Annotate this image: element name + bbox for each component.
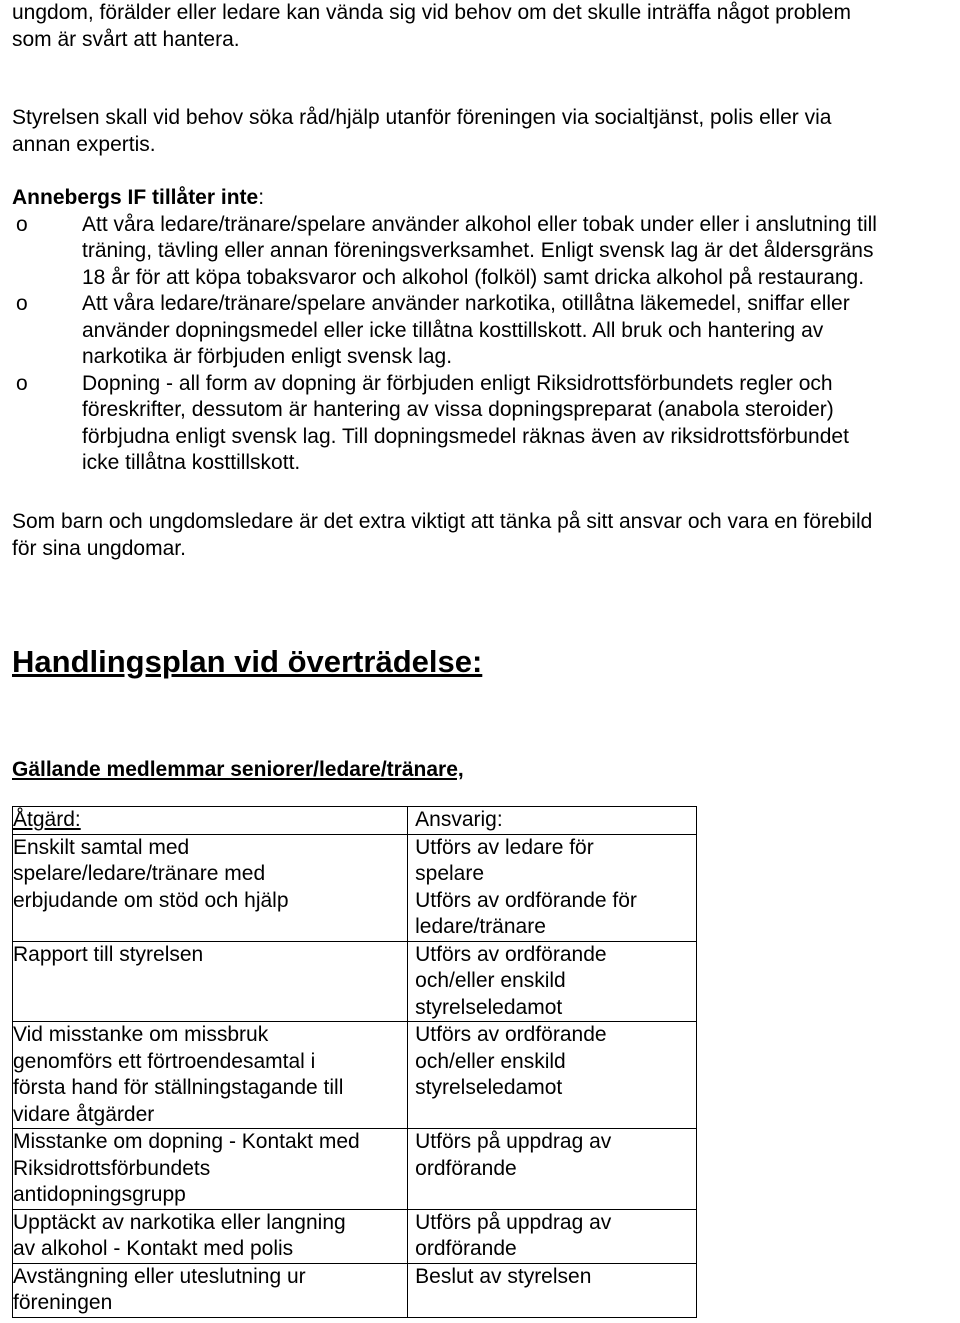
table-row (13, 1022, 697, 1129)
text-line: ungdom, förälder eller ledare kan vända sig vid behov om det skulle inträffa något problem (12, 1, 851, 24)
list-item (12, 212, 956, 292)
plan-subtitle: Gällande medlemmar seniorer/ledare/tränare, (12, 758, 464, 781)
cell-text-line: styrelseledamot (415, 995, 563, 1019)
responsible-cell (408, 1263, 697, 1317)
action-plan-table (12, 806, 697, 1318)
cell-text-line: antidopningsgrupp (13, 1183, 186, 1206)
bullet-marker: o (16, 292, 28, 315)
cell-text-line: föreningen (13, 1291, 113, 1314)
table-row (13, 1263, 697, 1317)
table-row (13, 834, 697, 941)
cell-text-line: Utförs av ledare för (415, 835, 594, 859)
cell-text-line: Utförs av ordförande (415, 1023, 607, 1046)
bullet-marker: o (16, 371, 28, 395)
cell-text-line: Utförs av ordförande för (415, 888, 637, 912)
cell-text-line: Vid misstanke om missbruk (13, 1023, 269, 1046)
action-cell (13, 834, 408, 941)
cell-text-line: Utförs på uppdrag av (415, 1130, 612, 1153)
header-label: Åtgärd: (13, 808, 81, 831)
text-line: träning, tävling eller annan föreningsverksamhet. Enligt svensk lag är det åldersgräns (82, 239, 874, 262)
text-line: föreskrifter, dessutom är hantering av vissa dopningspreparat (anabola steroider) (82, 398, 834, 421)
text-line: Att våra ledare/tränare/spelare använder narkotika, otillåtna läkemedel, sniffar eller (82, 292, 850, 315)
rules-heading (12, 185, 956, 212)
text-line: som är svårt att hantera. (12, 27, 240, 51)
responsible-cell (408, 834, 697, 941)
table-body (13, 834, 697, 1317)
cell-text-line: ordförande (415, 1237, 517, 1260)
header-label: Ansvarig: (415, 808, 503, 831)
table-row (13, 1209, 697, 1263)
cell-text-line: spelare/ledare/tränare med (13, 862, 266, 885)
action-cell (13, 941, 408, 1022)
cell-text-line: genomförs ett förtroendesamtal i (13, 1049, 316, 1073)
cell-text-line: Avstängning eller uteslutning ur (13, 1264, 306, 1288)
cell-text-line: av alkohol - Kontakt med polis (13, 1237, 294, 1260)
text-line: annan expertis. (12, 132, 156, 156)
cell-text-line: första hand för ställningstagande till (13, 1076, 344, 1099)
plan-title: Handlingsplan vid överträdelse: (12, 644, 483, 679)
cell-text-line: vidare åtgärder (13, 1102, 155, 1126)
rules-heading-text: Annebergs IF tillåter inte (12, 186, 259, 209)
responsible-cell (408, 941, 697, 1022)
responsible-cell (408, 1129, 697, 1210)
cell-text-line: ordförande (415, 1156, 517, 1180)
action-cell (13, 1209, 408, 1263)
cell-text-line: ledare/tränare (415, 915, 546, 938)
text-line: använder dopningsmedel eller icke tillåtna kosttillskott. All bruk och hantering av (82, 318, 824, 342)
text-line: Som barn och ungdomsledare är det extra viktigt att tänka på sitt ansvar och vara en förebild (12, 510, 873, 533)
action-cell (13, 1022, 408, 1129)
cell-text-line: Beslut av styrelsen (415, 1264, 592, 1288)
text-line: 18 år för att köpa tobaksvaror och alkohol (folköl) samt dricka alkohol på restaurang. (82, 265, 865, 289)
cell-text-line: Rapport till styrelsen (13, 942, 204, 966)
rules-heading-colon: : (258, 186, 265, 209)
bullet-marker: o (16, 212, 28, 236)
cell-text-line: Misstanke om dopning - Kontakt med (13, 1130, 360, 1153)
cell-text-line: Utförs på uppdrag av (415, 1210, 612, 1234)
intro-paragraph-2 (12, 105, 831, 158)
cell-text-line: Riksidrottsförbundets (13, 1156, 211, 1180)
table-row (13, 1129, 697, 1210)
text-line: narkotika är förbjuden enligt svensk lag. (82, 345, 453, 368)
intro-paragraph-1 (12, 0, 851, 53)
text-line: för sina ungdomar. (12, 536, 186, 560)
cell-text-line: Enskilt samtal med (13, 835, 190, 859)
text-line: Styrelsen skall vid behov söka råd/hjälp utanför föreningen via socialtjänst, polis eller via (12, 106, 832, 129)
column-header-action (13, 807, 408, 835)
list-item (12, 371, 956, 477)
role-model-paragraph (12, 509, 872, 562)
column-header-responsible (408, 807, 697, 835)
cell-text-line: erbjudande om stöd och hjälp (13, 888, 289, 912)
text-line: icke tillåtna kosttillskott. (82, 451, 301, 474)
cell-text-line: Upptäckt av narkotika eller langning (13, 1210, 346, 1234)
list-item (12, 291, 956, 371)
table-row (13, 941, 697, 1022)
table-header-row (13, 807, 697, 835)
cell-text-line: styrelseledamot (415, 1076, 563, 1099)
rules-list (12, 212, 956, 477)
responsible-cell (408, 1022, 697, 1129)
text-line: Dopning - all form av dopning är förbjuden enligt Riksidrottsförbundets regler och (82, 371, 833, 395)
rules-section (12, 185, 956, 477)
cell-text-line: och/eller enskild (415, 969, 566, 992)
action-cell (13, 1129, 408, 1210)
text-line: Att våra ledare/tränare/spelare använder alkohol eller tobak under eller i anslutning till (82, 212, 877, 236)
cell-text-line: Utförs av ordförande (415, 942, 607, 966)
cell-text-line: spelare (415, 862, 485, 885)
action-cell (13, 1263, 408, 1317)
text-line: förbjudna enligt svensk lag. Till dopningsmedel räknas även av riksidrottsförbundet (82, 424, 849, 448)
responsible-cell (408, 1209, 697, 1263)
cell-text-line: och/eller enskild (415, 1049, 566, 1073)
